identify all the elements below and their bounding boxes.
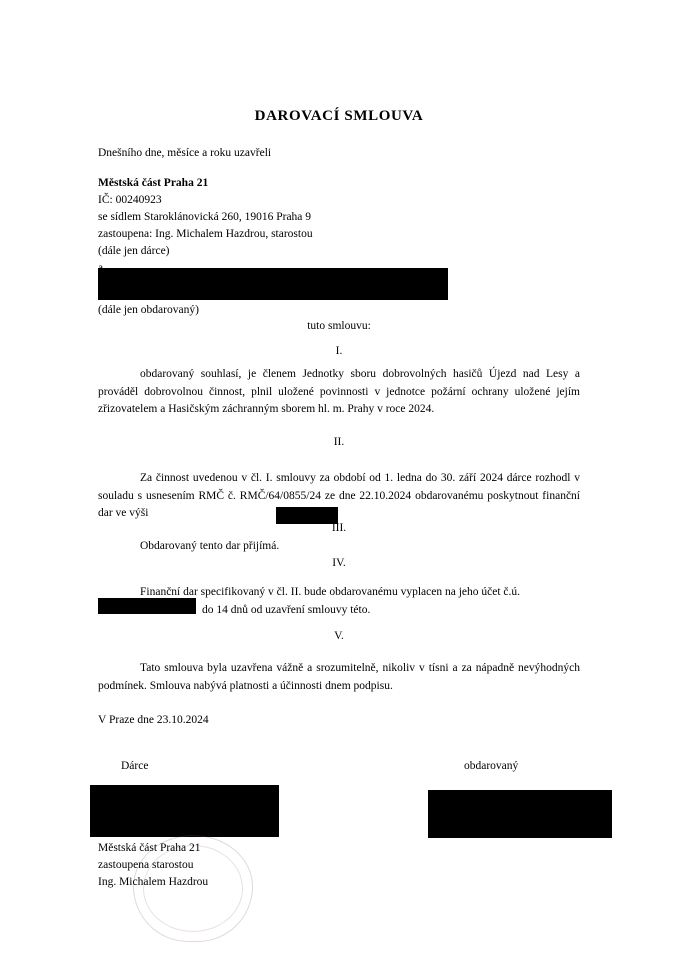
contract-lead: tuto smlouvu: [307, 320, 371, 332]
article-numeral-5: V. [334, 630, 344, 642]
article-text-2: Za činnost uvedenou v čl. I. smlouvy za období od 1. ledna do 30. září 2024 dárce rozhodl v souladu s usnesením RMČ č. RMČ/64/0855/24 ze dne 22.10.2024 obdarovanému poskytnout finanční dar ve výši [98, 472, 580, 519]
recipient-alias: (dále jen obdarovaný) [98, 304, 199, 316]
place-date: V Praze dne 23.10.2024 [98, 714, 209, 726]
donor-name: Městská část Praha 21 [98, 177, 209, 189]
article-numeral-2: II. [333, 436, 345, 448]
redaction-donor-signature [90, 785, 279, 837]
article-text-1: obdarovaný souhlasí, je členem Jednotky sboru dobrovolných hasičů Újezd nad Lesy a prováděl dobrovolnou činnost, plnil uložené povinnosti v jednotce požární ochrany uložené jejím zřizovatelem a Hasičským záchranným sborem hl. m. Prahy v roce 2024. [98, 368, 580, 415]
article-numeral-3: III. [331, 522, 347, 534]
article-numeral-4: IV. [332, 557, 346, 569]
donor-address: se sídlem Staroklánovická 260, 19016 Praha 9 [98, 211, 312, 223]
redaction-account-number [98, 598, 196, 614]
donor-signature-line-3: Ing. Michalem Hazdrou [98, 876, 209, 888]
donor-signature-line-1: Městská část Praha 21 [98, 842, 201, 854]
donor-represented: zastoupena: Ing. Michalem Hazdrou, starostou [98, 228, 313, 240]
signature-label-recipient: obdarovaný [464, 760, 519, 772]
article-text-3: Obdarovaný tento dar přijímá. [140, 540, 280, 552]
page-title: DAROVACÍ SMLOUVA [254, 108, 424, 124]
donor-ico: IČ: 00240923 [98, 194, 162, 206]
article-text-4-before: Finanční dar specifikovaný v čl. II. bude obdarovanému vyplacen na jeho účet č.ú. [140, 586, 521, 598]
article-text-4-after: do 14 dnů od uzavření smlouvy této. [202, 604, 371, 616]
redaction-recipient-signature [428, 790, 612, 838]
donor-alias: (dále jen dárce) [98, 245, 170, 257]
article-text-5: Tato smlouva byla uzavřena vážně a srozumitelně, nikoliv v tísni a za nápadně nevýhodných podmínek. Smlouva nabývá platnosti a účinnosti dnem podpisu. [98, 662, 580, 692]
donor-signature-line-2: zastoupena starostou [98, 859, 194, 871]
signature-label-donor: Dárce [121, 760, 149, 772]
redaction-recipient-block [98, 268, 448, 300]
article-numeral-1: I. [335, 345, 343, 357]
intro-line: Dnešního dne, měsíce a roku uzavřeli [98, 147, 272, 159]
